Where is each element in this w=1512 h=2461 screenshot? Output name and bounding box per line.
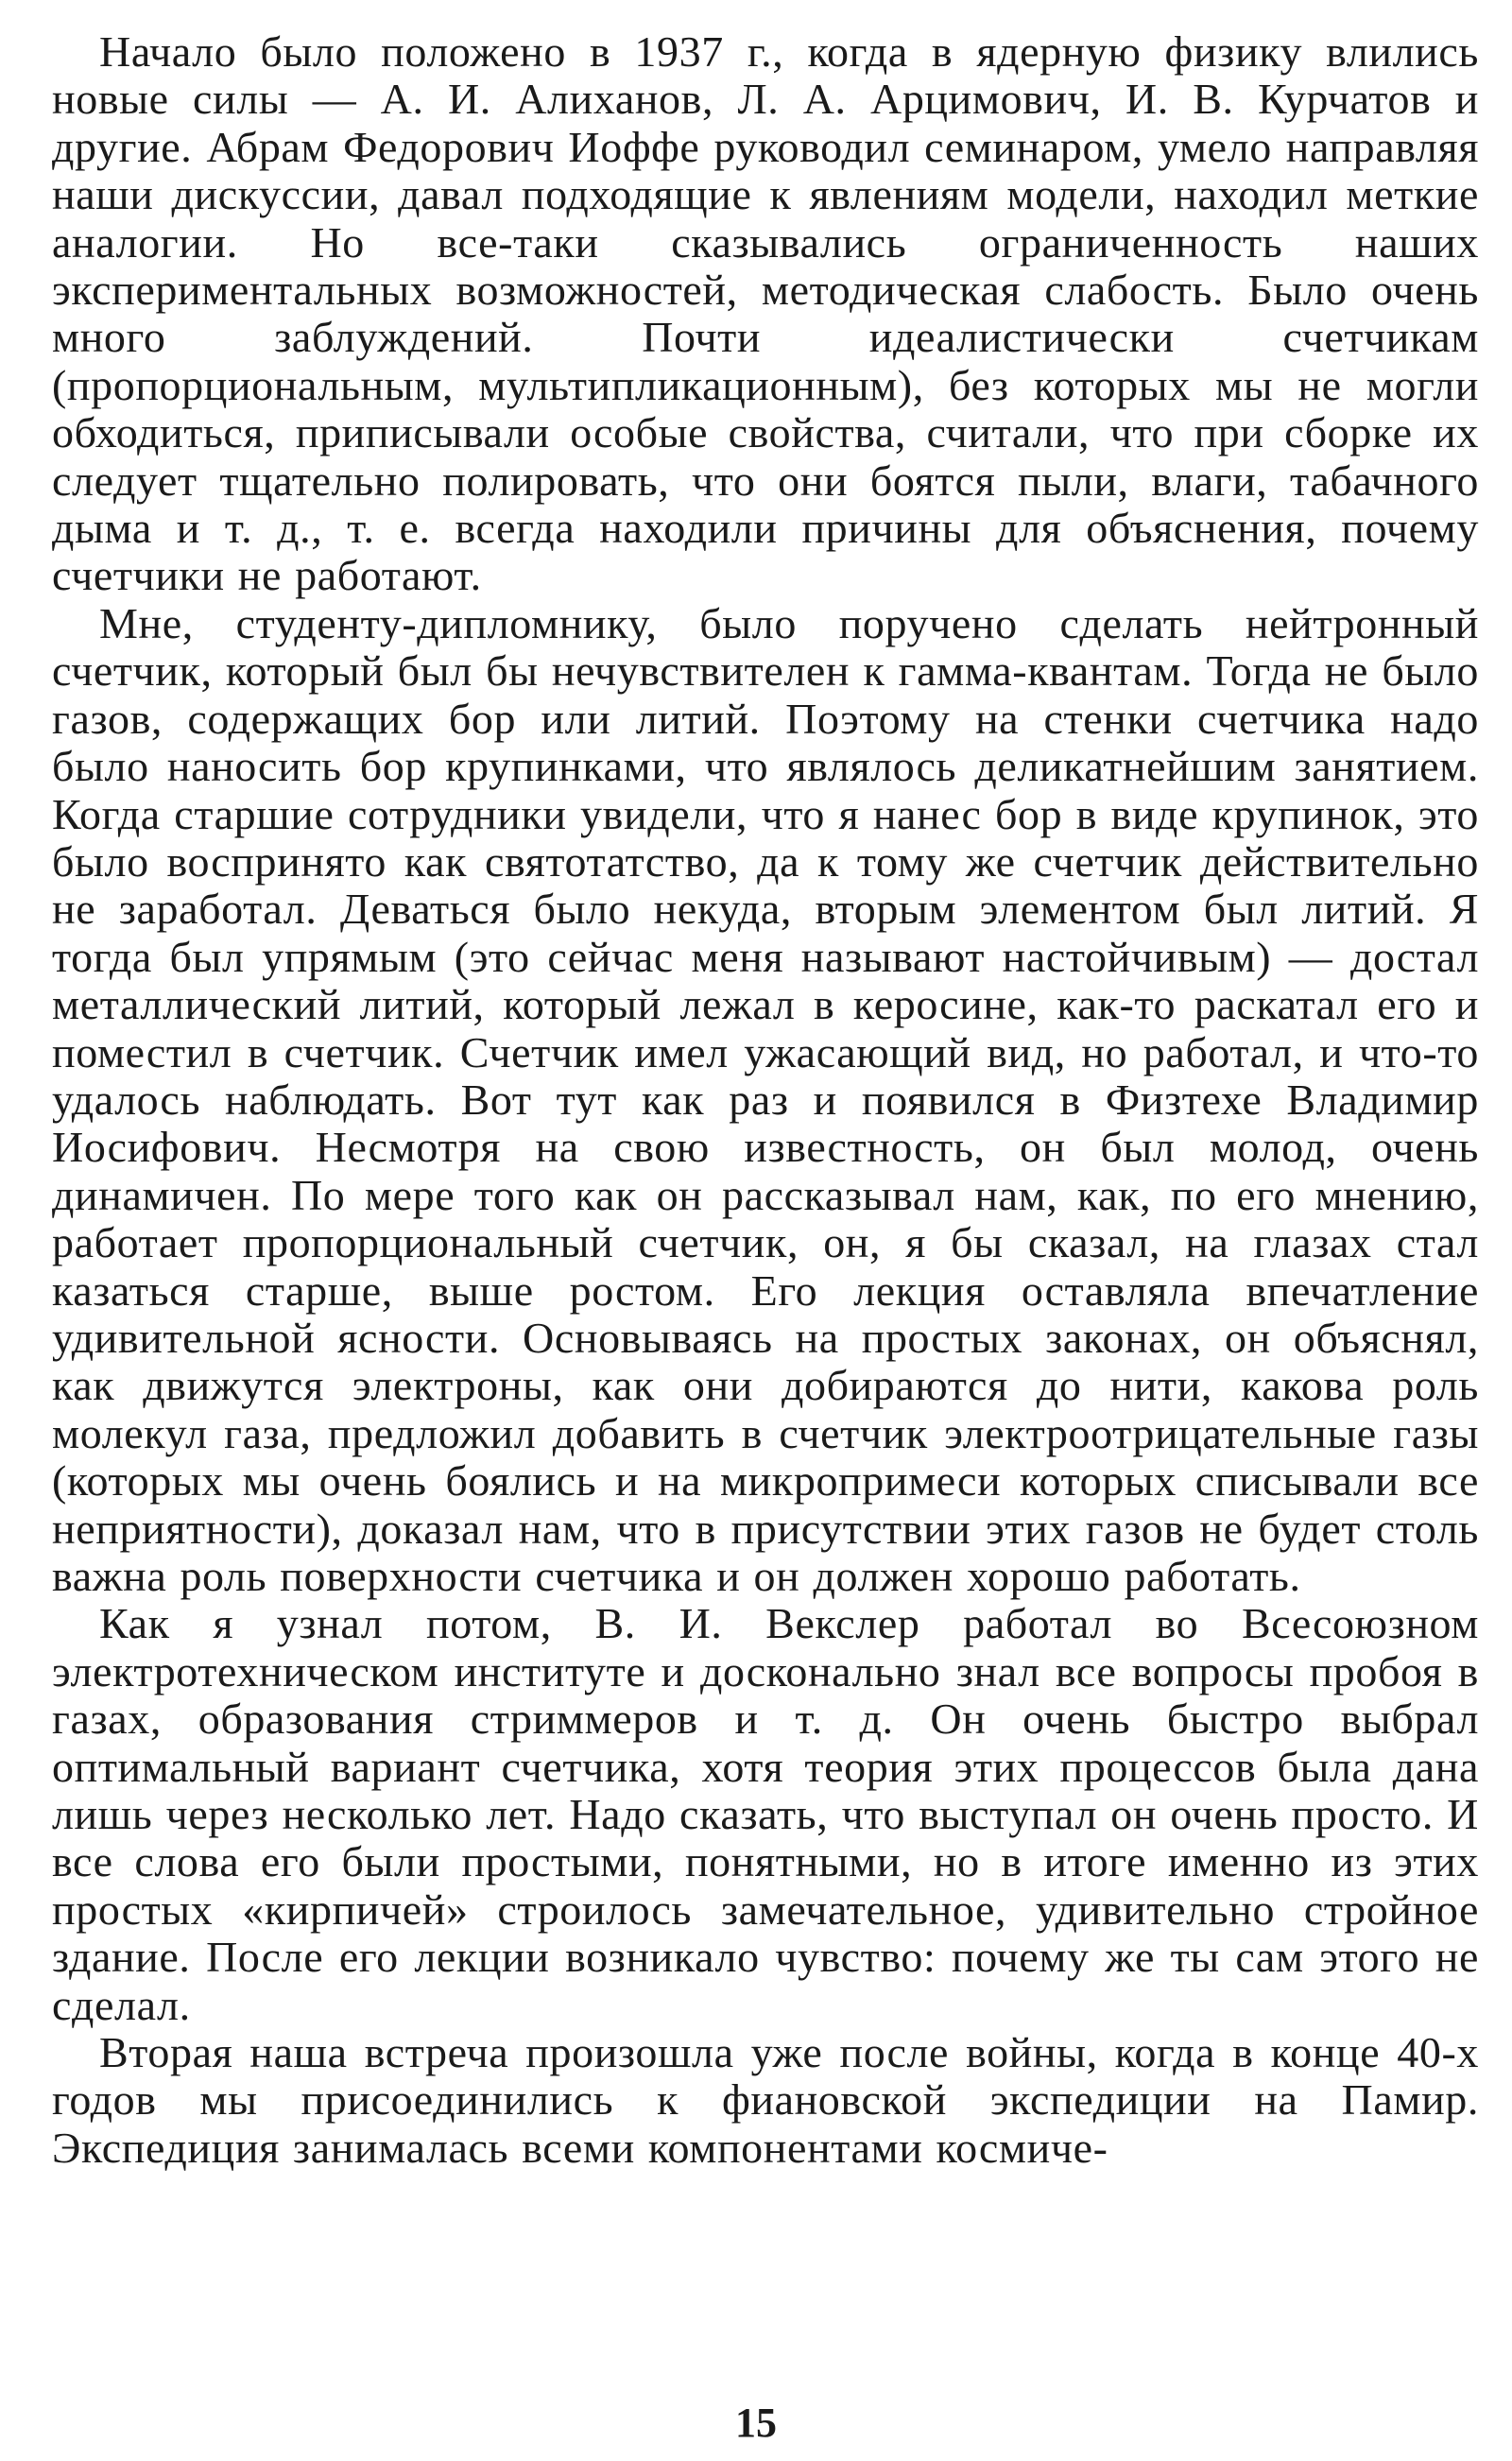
paragraph-4: Вторая наша встреча произошла уже после войны, когда в конце 40-х годов мы присоединились к фиановской экспедиции на Памир. Экспедиция занималась всеми компонентами космиче- — [52, 2028, 1479, 2172]
body-text — [52, 28, 1479, 2172]
paragraph-1: Начало было положено в 1937 г., когда в ядерную физику влились новые силы — А. И. Алиханов, Л. А. Арцимович, И. В. Курчатов и другие. Абрам Федорович Иоффе руководил семинаром, умело направляя наши дискуссии, давал подходящие к явлениям модели, находил меткие аналогии. Но все-таки сказывались ограниченность наших экспериментальных возможностей, методическая слабость. Было очень много заблуждений. Почти идеалистически счетчикам (пропорциональным, мультипликационным), без которых мы не могли обходиться, приписывали особые свойства, считали, что при сборке их следует тщательно полировать, что они боятся пыли, влаги, табачного дыма и т. д., т. е. всегда находили причины для объяснения, почему счетчики не работают. — [52, 27, 1479, 600]
paragraph-2: Мне, студенту-дипломнику, было поручено сделать нейтронный счетчик, который был бы нечувствителен к гамма-квантам. Тогда не было газов, содержащих бор или литий. Поэтому на стенки счетчика надо было наносить бор крупинками, что являлось деликатнейшим занятием. Когда старшие сотрудники увидели, что я нанес бор в виде крупинок, это было воспринято как святотатство, да к тому же счетчик действительно не заработал. Деваться было некуда, вторым элементом был литий. Я тогда был упрямым (это сейчас меня называют настойчивым) — достал металлический литий, который лежал в керосине, как-то раскатал его и поместил в счетчик. Счетчик имел ужасающий вид, но работал, и что-то удалось наблюдать. Вот тут как раз и появился в Физтехе Владимир Иосифович. Несмотря на свою известность, он был молод, очень динамичен. По мере того как он рассказывал нам, как, по его мнению, работает пропорциональный счетчик, он, я бы сказал, на глазах стал казаться старше, выше ростом. Его лекция оставляла впечатление удивительной ясности. Основываясь на простых законах, он объяснял, как движутся электроны, как они добираются до нити, какова роль молекул газа, предложил добавить в счетчик электроотрицательные газы (которых мы очень боялись и на микропримеси которых списывали все неприятности), доказал нам, что в присутствии этих газов не будет столь важна роль поверхности счетчика и он должен хорошо работать. — [52, 598, 1479, 1600]
paragraph-3: Как я узнал потом, В. И. Векслер работал во Всесоюзном электротехническом институте и досконально знал все вопросы пробоя в газах, образования стриммеров и т. д. Он очень быстро выбрал оптимальный вариант счетчика, хотя теория этих процессов была дана лишь через несколько лет. Надо сказать, что выступал он очень просто. И все слова его были простыми, понятными, но в итоге именно из этих простых «кирпичей» строилось замечательное, удивительно стройное здание. После его лекции возникало чувство: почему же ты сам этого не сделал. — [52, 1599, 1479, 2029]
page-number: 15 — [735, 2400, 777, 2446]
